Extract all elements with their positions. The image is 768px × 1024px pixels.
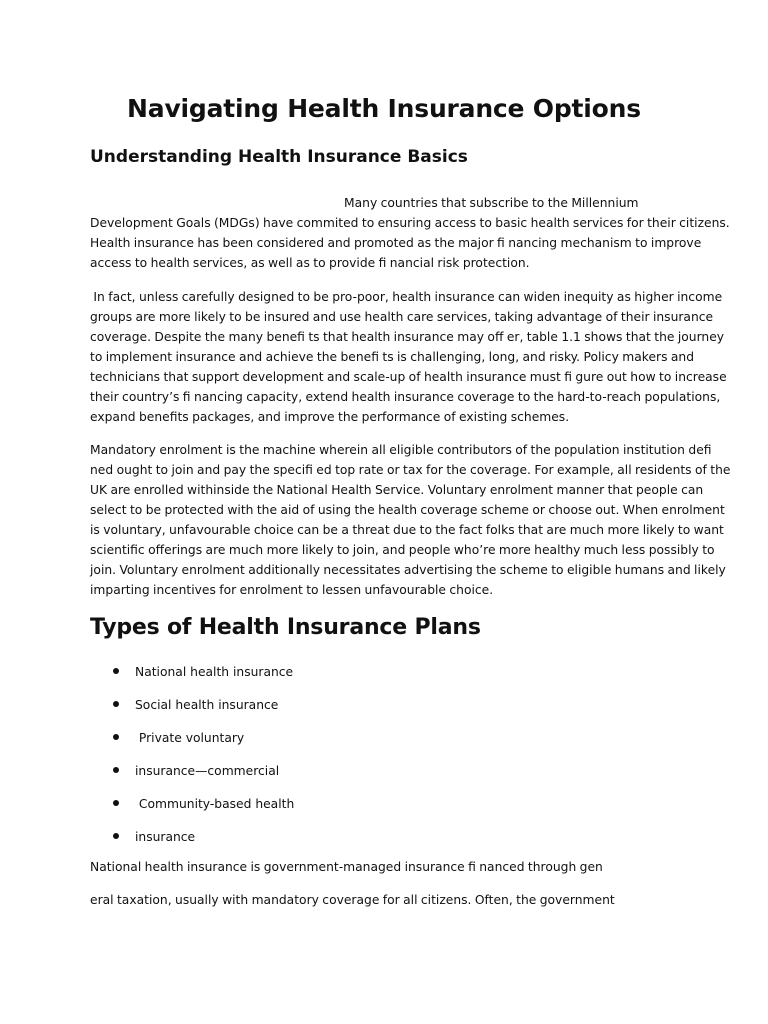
section-heading-plan-types: Types of Health Insurance Plans (90, 615, 481, 640)
paragraph-line: to implement insurance and achieve the benefi ts is challenging, long, and risky. Policy makers and (90, 350, 695, 364)
list-item-text: National health insurance (135, 665, 294, 679)
paragraph-line: Development Goals (MDGs) have commited to ensuring access to basic health services for their citizens. (90, 216, 730, 230)
paragraph-line: select to be protected with the aid of using the health coverage scheme or choose out. When enrolment (90, 503, 725, 517)
paragraph-line: UK are enrolled withinside the National Health Service. Voluntary enrolment manner that people can (90, 483, 704, 497)
list-item-text: insurance (135, 830, 196, 844)
list-item-text: Community-based health (135, 797, 295, 811)
bullet-icon (113, 800, 119, 806)
list-item (90, 660, 294, 693)
bullet-icon (113, 668, 119, 674)
paragraph-line: coverage. Despite the many benefi ts that health insurance may off er, table 1.1 shows that the journey (90, 330, 725, 344)
paragraph-line: expand benefits packages, and improve the performance of existing schemes. (90, 410, 570, 424)
paragraph-national-insurance-line: eral taxation, usually with mandatory coverage for all citizens. Often, the government (90, 893, 615, 907)
list-item (90, 726, 294, 759)
paragraph-line: scientific offerings are much more likely to join, and people who’re more healthy much less possibly to (90, 543, 715, 557)
paragraph-enrolment (90, 440, 731, 600)
paragraph-line: groups are more likely to be insured and use health care services, taking advantage of their insurance (90, 310, 714, 324)
paragraph-national-insurance-line: National health insurance is government-managed insurance fi nanced through gen (90, 860, 603, 874)
list-item (90, 792, 294, 825)
paragraph-line: access to health services, as well as to provide fi nancial risk protection. (90, 256, 530, 270)
paragraph-line: Health insurance has been considered and promoted as the major fi nancing mechanism to improve (90, 236, 702, 250)
bullet-icon (113, 701, 119, 707)
paragraph-line: their country’s fi nancing capacity, extend health insurance coverage to the hard-to-reach populations, (90, 390, 721, 404)
paragraph-line: technicians that support development and scale-up of health insurance must fi gure out how to increase (90, 370, 727, 384)
list-item (90, 825, 294, 858)
paragraph-line: Many countries that subscribe to the Millennium (344, 196, 639, 210)
paragraph-line: ned ought to join and pay the specifi ed top rate or tax for the coverage. For example, all residents of the (90, 463, 731, 477)
list-item (90, 693, 294, 726)
document-title: Navigating Health Insurance Options (127, 94, 641, 123)
section-heading-basics: Understanding Health Insurance Basics (90, 147, 468, 167)
list-item-text: insurance—commercial (135, 764, 280, 778)
list-item-text: Social health insurance (135, 698, 279, 712)
paragraph-line: In fact, unless carefully designed to be pro-poor, health insurance can widen inequity as higher income (90, 290, 723, 304)
paragraph-inequity (90, 287, 727, 427)
bullet-icon (113, 734, 119, 740)
list-item-text: Private voluntary (135, 731, 245, 745)
plan-types-list (90, 660, 294, 858)
paragraph-intro (90, 193, 730, 273)
paragraph-line: Mandatory enrolment is the machine wherein all eligible contributors of the population institution defi (90, 443, 712, 457)
paragraph-line: is voluntary, unfavourable choice can be a threat due to the fact folks that are much more likely to want (90, 523, 724, 537)
paragraph-line: join. Voluntary enrolment additionally necessitates advertising the scheme to eligible humans and likely (90, 563, 726, 577)
list-item (90, 759, 294, 792)
bullet-icon (113, 833, 119, 839)
bullet-icon (113, 767, 119, 773)
paragraph-line: imparting incentives for enrolment to lessen unfavourable choice. (90, 583, 494, 597)
